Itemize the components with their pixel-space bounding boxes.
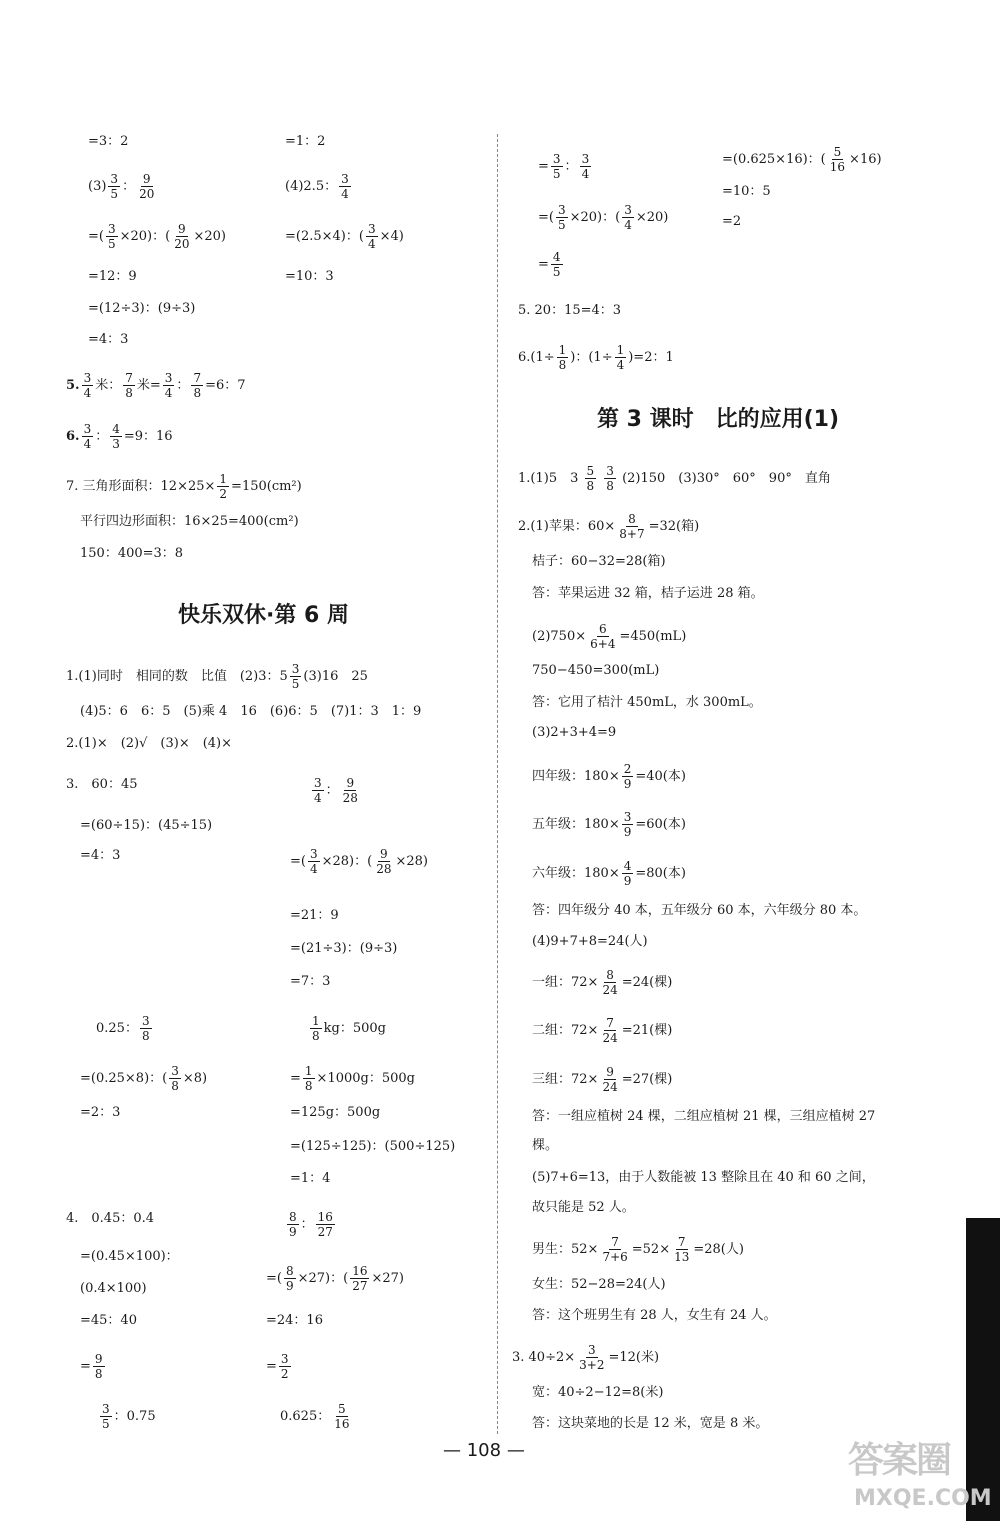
line: 答：苹果运进 32 箱，桔子运进 28 箱。 xyxy=(532,586,764,601)
line: 答：这块菜地的长是 12 米，宽是 8 米。 xyxy=(532,1416,769,1431)
line: =10：5 xyxy=(722,184,771,199)
line: = $\frac{3}{2}$ xyxy=(266,1352,289,1381)
line: (5)7+6=13，由于人数能被 13 整除且在 40 和 60 之间， xyxy=(532,1170,875,1185)
line: =(2.5×4)：( $\frac{3}{4}$ ×4) xyxy=(285,222,404,251)
line: =( $\frac{8}{9}$ ×27)：( $\frac{16}{27}$ ×27) xyxy=(266,1264,404,1293)
line: (3) $\frac{3}{5}$ ： $\frac{9}{20}$ xyxy=(88,172,155,201)
line: =3：2 xyxy=(88,134,129,149)
line: = $\frac{3}{5}$ ： $\frac{3}{4}$ xyxy=(538,152,590,181)
line: 答：四年级分 40 本，五年级分 60 本，六年级分 80 本。 xyxy=(532,903,867,918)
line: 棵。 xyxy=(532,1138,559,1153)
line: = $\frac{4}{5}$ xyxy=(538,250,561,279)
line: =(0.25×8)：( $\frac{3}{8}$ ×8) xyxy=(80,1064,208,1093)
line: = $\frac{1}{8}$ ×1000g：500g xyxy=(290,1064,415,1093)
line: =1：2 xyxy=(285,134,326,149)
line: 0.25： $\frac{3}{8}$ xyxy=(96,1014,150,1043)
line: 750−450=300(mL) xyxy=(532,663,660,678)
line: 故只能是 52 人。 xyxy=(532,1200,635,1215)
line: =2：3 xyxy=(80,1105,121,1120)
section-title: 第 3 课时 比的应用(1) xyxy=(597,407,840,432)
question-6: 6. $\frac{3}{4}$ ： $\frac{4}{3}$ =9：16 xyxy=(66,422,173,451)
line: 2.(1)苹果：60× $\frac{8}{8+7}$ =32(箱) xyxy=(518,512,700,541)
line: 男生：52× $\frac{7}{7+6}$ =52× $\frac{7}{13}$ =28(人) xyxy=(532,1235,744,1264)
line: 4. 0.45：0.4 xyxy=(66,1211,155,1226)
line: (4)5：6 6：5 (5)乘 4 16 (6)6：5 (7)1：3 1：9 xyxy=(80,704,422,719)
line: =4：3 xyxy=(80,848,121,863)
line: = $\frac{9}{8}$ xyxy=(80,1352,103,1381)
line: (2)750× $\frac{6}{6+4}$ =450(mL) xyxy=(532,622,687,651)
line: $\frac{1}{8}$ kg：500g xyxy=(312,1014,386,1043)
line: 答：它用了桔汁 450mL，水 300mL。 xyxy=(532,695,762,710)
line: =21：9 xyxy=(290,908,339,923)
line: =24：16 xyxy=(266,1313,323,1328)
line: =(0.45×100)： xyxy=(80,1249,179,1264)
line: (0.4×100) xyxy=(80,1281,147,1296)
line: =45：40 xyxy=(80,1313,137,1328)
line: (4)2.5： $\frac{3}{4}$ xyxy=(285,172,349,201)
line: (4)9+7+8=24(人) xyxy=(532,934,648,949)
line: 五年级：180× $\frac{3}{9}$ =60(本) xyxy=(532,810,686,839)
question-6: 6.(1÷ $\frac{1}{8}$ )：(1÷ $\frac{1}{4}$ )=2：1 xyxy=(518,343,674,372)
line: 二组：72× $\frac{7}{24}$ =21(棵) xyxy=(532,1016,673,1045)
line: (3)2+3+4=9 xyxy=(532,725,617,740)
line: =10：3 xyxy=(285,269,334,284)
line: =(21÷3)：(9÷3) xyxy=(290,941,398,956)
line: =(12÷3)：(9÷3) xyxy=(88,301,196,316)
line: 三组：72× $\frac{9}{24}$ =27(棵) xyxy=(532,1065,673,1094)
line: 平行四边形面积：16×25=400(cm²) xyxy=(80,514,299,529)
question-3: 3. 40÷2× $\frac{3}{3+2}$ =12(米) xyxy=(512,1343,660,1372)
line: 六年级：180× $\frac{4}{9}$ =80(本) xyxy=(532,859,686,888)
line: 一组：72× $\frac{8}{24}$ =24(棵) xyxy=(532,968,673,997)
page-number: — 108 — xyxy=(443,1440,525,1461)
line: =1：4 xyxy=(290,1171,331,1186)
line: =(125÷125)：(500÷125) xyxy=(290,1139,456,1154)
line: =4：3 xyxy=(88,332,129,347)
line: 答：这个班男生有 28 人，女生有 24 人。 xyxy=(532,1308,777,1323)
line: 四年级：180× $\frac{2}{9}$ =40(本) xyxy=(532,762,686,791)
line: 1.(1)5 3 $\frac{5}{8}$ $\frac{3}{8}$ (2)150 (3)30° 60° 90° 直角 xyxy=(518,464,831,493)
line: 宽：40÷2−12=8(米) xyxy=(532,1385,664,1400)
line: $\frac{8}{9}$ ： $\frac{16}{27}$ xyxy=(289,1210,333,1239)
question-5: 5. 20：15=4：3 xyxy=(518,303,622,318)
column-divider xyxy=(497,134,498,1434)
section-title: 快乐双休·第 6 周 xyxy=(178,603,349,628)
question-5: 5. $\frac{3}{4}$ 米： $\frac{7}{8}$ 米= $\frac{3}{4}$ ： $\frac{7}{8}$ =6：7 xyxy=(66,371,246,400)
line: 女生：52−28=24(人) xyxy=(532,1277,666,1292)
watermark-logo: 答案圈 MXQE.COM xyxy=(848,1440,992,1511)
line: =7：3 xyxy=(290,974,331,989)
line: 答：一组应植树 24 棵，二组应植树 21 棵，三组应植树 27 xyxy=(532,1109,876,1124)
line: 1.(1)同时 相同的数 比值 (2)3：5 $\frac{3}{5}$ (3)16 25 xyxy=(66,662,368,691)
line: =( $\frac{3}{4}$ ×28)：( $\frac{9}{28}$ ×28) xyxy=(290,847,428,876)
line: =12：9 xyxy=(88,269,137,284)
line: $\frac{3}{5}$ ：0.75 xyxy=(102,1402,156,1431)
line: =(0.625×16)：( $\frac{5}{16}$ ×16) xyxy=(722,145,882,174)
line: =125g：500g xyxy=(290,1105,381,1120)
line: =(60÷15)：(45÷15) xyxy=(80,818,213,833)
line: 桔子：60−32=28(箱) xyxy=(532,554,666,569)
line: 2.(1)× (2)√ (3)× (4)× xyxy=(66,736,233,751)
line: =2 xyxy=(722,214,742,229)
line: 150：400=3：8 xyxy=(80,546,184,561)
line: $\frac{3}{4}$ ： $\frac{9}{28}$ xyxy=(314,776,358,805)
line: 0.625： $\frac{5}{16}$ xyxy=(280,1402,350,1431)
line: =( $\frac{3}{5}$ ×20)：( $\frac{3}{4}$ ×20) xyxy=(538,203,669,232)
line: =( $\frac{3}{5}$ ×20)：( $\frac{9}{20}$ ×20) xyxy=(88,222,226,251)
line: 3. 60：45 xyxy=(66,777,138,792)
question-7: 7. 三角形面积：12×25× $\frac{1}{2}$ =150(cm²) xyxy=(66,472,302,501)
